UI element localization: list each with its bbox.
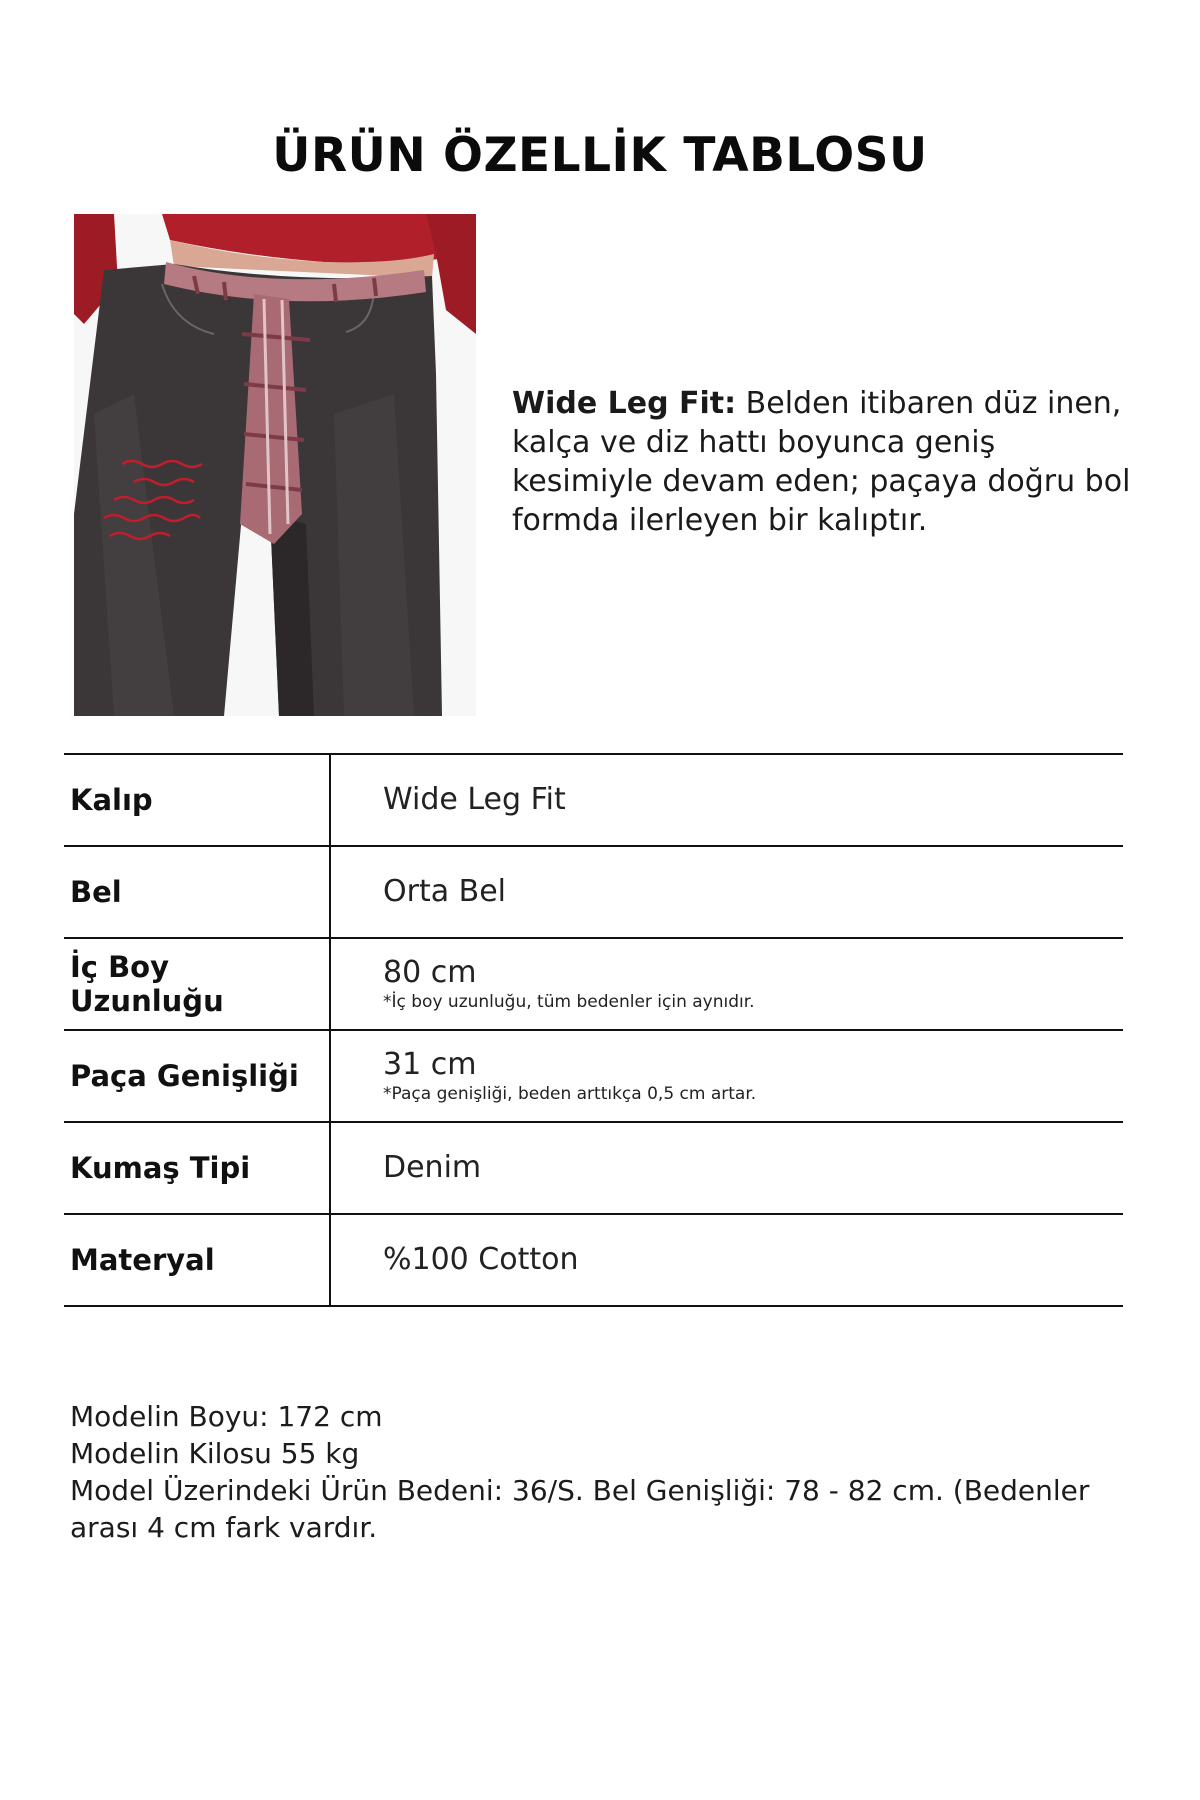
spec-value: %100 Cotton (383, 1242, 579, 1277)
spec-label: İç Boy Uzunluğu (64, 938, 330, 1030)
model-info (70, 1398, 1130, 1546)
spec-row-paca (64, 1030, 1123, 1122)
spec-value-cell (330, 846, 1123, 938)
spec-note: *İç boy uzunluğu, tüm bedenler için aynıdır. (383, 992, 755, 1012)
product-photo (74, 214, 476, 716)
spec-value-cell (330, 938, 1123, 1030)
spec-value-cell (330, 1214, 1123, 1306)
spec-label: Bel (64, 846, 330, 938)
spec-value-cell (330, 754, 1123, 846)
model-size: Model Üzerindeki Ürün Bedeni: 36/S. Bel Genişliği: 78 - 82 cm. (Bedenler arası 4 cm fark vardır. (70, 1474, 1090, 1544)
spec-value-cell (330, 1122, 1123, 1214)
spec-row-materyal (64, 1214, 1123, 1306)
model-height: Modelin Boyu: 172 cm (70, 1400, 383, 1433)
spec-label: Kumaş Tipi (64, 1122, 330, 1214)
spec-row-kumas (64, 1122, 1123, 1214)
spec-note: *Paça genişliği, beden arttıkça 0,5 cm artar. (383, 1084, 757, 1104)
spec-row-kalip (64, 754, 1123, 846)
fit-description (512, 384, 1132, 540)
page-title: ÜRÜN ÖZELLİK TABLOSU (272, 128, 928, 183)
spec-label: Materyal (64, 1214, 330, 1306)
spec-value-cell (330, 1030, 1123, 1122)
fit-description-text: Belden itibaren düz inen, kalça ve diz hattı boyunca geniş kesimiyle devam eden; paçaya doğru bol formda ilerleyen bir kalıptır. (512, 386, 1131, 538)
spec-value: 31 cm (383, 1047, 477, 1082)
fit-name: Wide Leg Fit: (512, 386, 737, 421)
spec-value: 80 cm (383, 955, 477, 990)
spec-value: Orta Bel (383, 874, 507, 909)
spec-row-ic-boy (64, 938, 1123, 1030)
spec-label: Paça Genişliği (64, 1030, 330, 1122)
spec-value: Denim (383, 1150, 482, 1185)
spec-table (64, 753, 1123, 1307)
spec-label: Kalıp (64, 754, 330, 846)
model-weight: Modelin Kilosu 55 kg (70, 1437, 360, 1470)
spec-row-bel (64, 846, 1123, 938)
spec-value: Wide Leg Fit (383, 782, 566, 817)
